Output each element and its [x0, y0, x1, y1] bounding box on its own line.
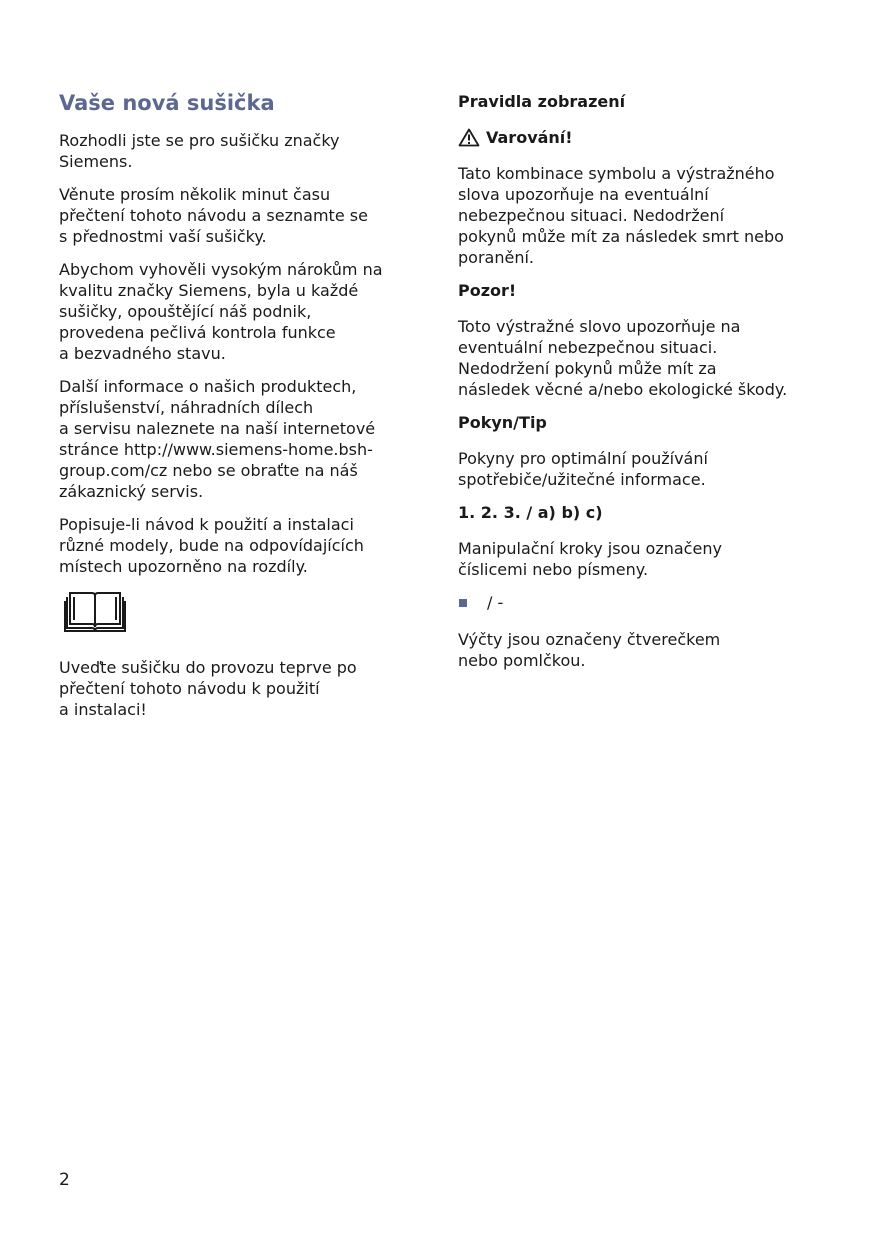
tip-label: Pokyn/Tip — [458, 413, 547, 432]
steps-text: Manipulační kroky jsou označeny číslicemi nebo písmeny. — [458, 539, 722, 579]
tip-text: Pokyny pro optimální používání spotřebiče/užitečné informace. — [458, 449, 708, 489]
read-manual-paragraph: Věnute prosím několik minut času přečtení tohoto návodu a seznamte se s přednostmi vaší sušičky. — [59, 185, 368, 246]
caution-label: Pozor! — [458, 281, 517, 300]
quality-paragraph: Abychom vyhověli vysokým nárokům na kvalitu značky Siemens, byla u každé sušičky, opouštějící náš podnik, provedena pečlivá kontrola funkce a bezvadného stavu. — [59, 260, 383, 363]
right-column — [458, 88, 828, 683]
startup-paragraph: Uveďte sušičku do provozu teprve po přečtení tohoto návodu k použití a instalaci! — [59, 658, 357, 719]
square-bullet-icon — [459, 599, 467, 607]
more-info-paragraph: Další informace o našich produktech, příslušenství, náhradních dílech a servisu naleznete na naší internetové stránce http://www.siemens-home.bsh- group.com/cz nebo se obraťte na náš zákaznický servis. — [59, 377, 376, 501]
bullet-symbol: / - — [487, 593, 504, 612]
page-title: Vaše nová sušička — [59, 91, 275, 115]
warning-triangle-icon — [458, 128, 480, 147]
page-number: 2 — [59, 1170, 70, 1190]
book-icon — [64, 589, 126, 633]
conventions-heading: Pravidla zobrazení — [458, 92, 626, 111]
left-column — [59, 88, 419, 732]
steps-label: 1. 2. 3. / a) b) c) — [458, 503, 603, 522]
caution-text: Toto výstražné slovo upozorňuje na eventuální nebezpečnou situaci. Nedodržení pokynů může mít za následek věcné a/nebo ekologické škody. — [458, 317, 788, 399]
bullet-text: Výčty jsou označeny čtverečkem nebo pomlčkou. — [458, 630, 721, 670]
models-paragraph: Popisuje-li návod k použití a instalaci různé modely, bude na odpovídajících místech upozorněno na rozdíly. — [59, 515, 364, 576]
intro-paragraph: Rozhodli jste se pro sušičku značky Siemens. — [59, 131, 340, 171]
warning-heading — [458, 127, 828, 148]
warning-label: Varování! — [486, 128, 573, 147]
warning-text: Tato kombinace symbolu a výstražného slova upozorňuje na eventuální nebezpečnou situaci. Nedodržení pokynů může mít za následek smrt nebo poranění. — [458, 164, 784, 267]
bullet-example — [458, 592, 828, 613]
